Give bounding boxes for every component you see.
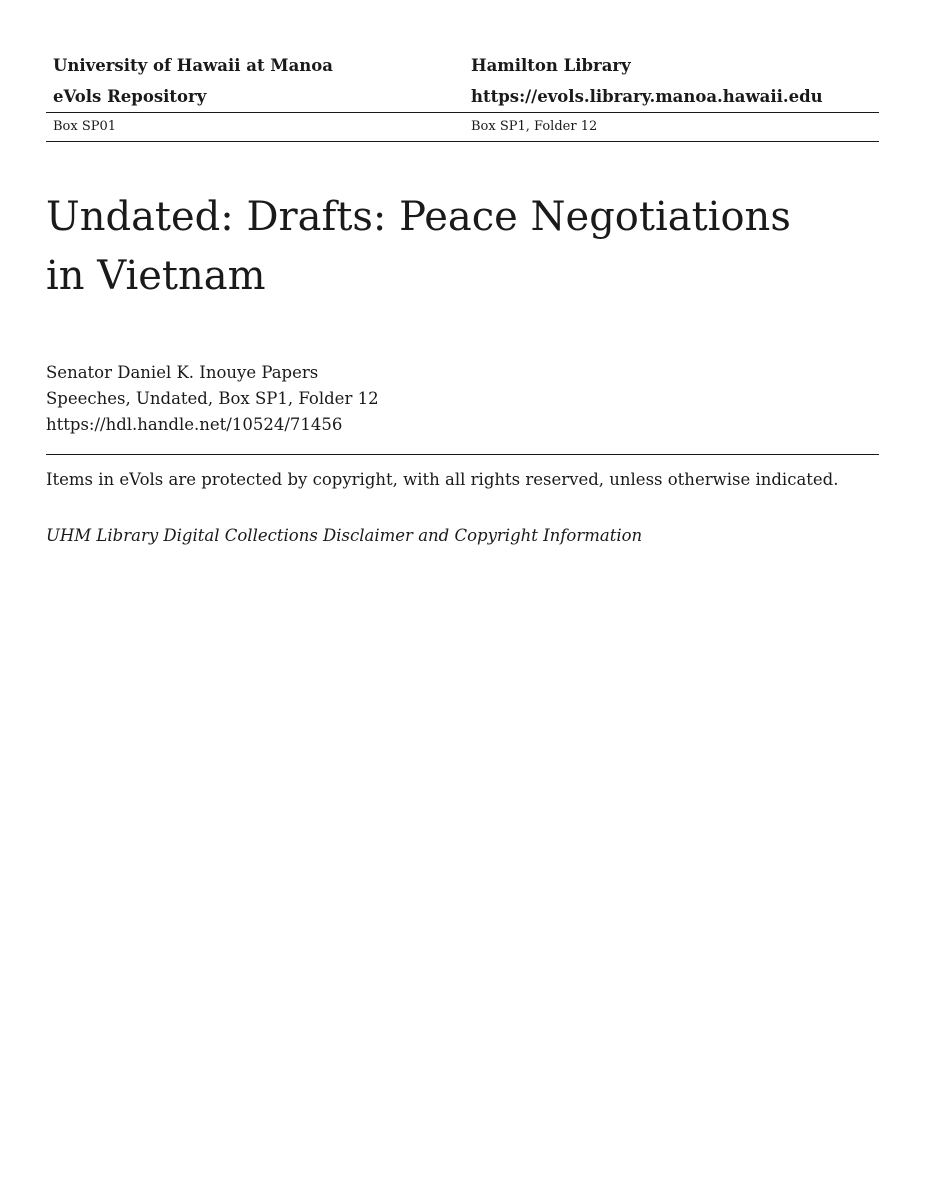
divider (46, 454, 879, 455)
collection-name: Senator Daniel K. Inouye Papers (46, 363, 319, 382)
box-label: Box SP01 (53, 119, 117, 134)
document-title: Undated: Drafts: Peace Negotiations in Vietnam (46, 194, 791, 299)
header-table (46, 50, 879, 142)
header-row-box (46, 113, 879, 142)
box-folder-label: Box SP1, Folder 12 (471, 119, 598, 134)
repository-url-link[interactable]: https://evols.library.manoa.hawaii.edu (471, 87, 823, 106)
series-description: Speeches, Undated, Box SP1, Folder 12 (46, 389, 379, 408)
header-row-institution (46, 50, 879, 81)
institution-name: University of Hawaii at Manoa (53, 56, 333, 75)
handle-link[interactable]: https://hdl.handle.net/10524/71456 (46, 415, 343, 434)
header-row-repository (46, 81, 879, 113)
document-metadata (46, 360, 379, 438)
disclaimer-link[interactable]: UHM Library Digital Collections Disclaimer and Copyright Information (46, 526, 643, 545)
repository-name: eVols Repository (53, 87, 207, 106)
rights-statement: Items in eVols are protected by copyright, with all rights reserved, unless otherwise indicated. (46, 470, 839, 489)
library-name: Hamilton Library (471, 56, 631, 75)
